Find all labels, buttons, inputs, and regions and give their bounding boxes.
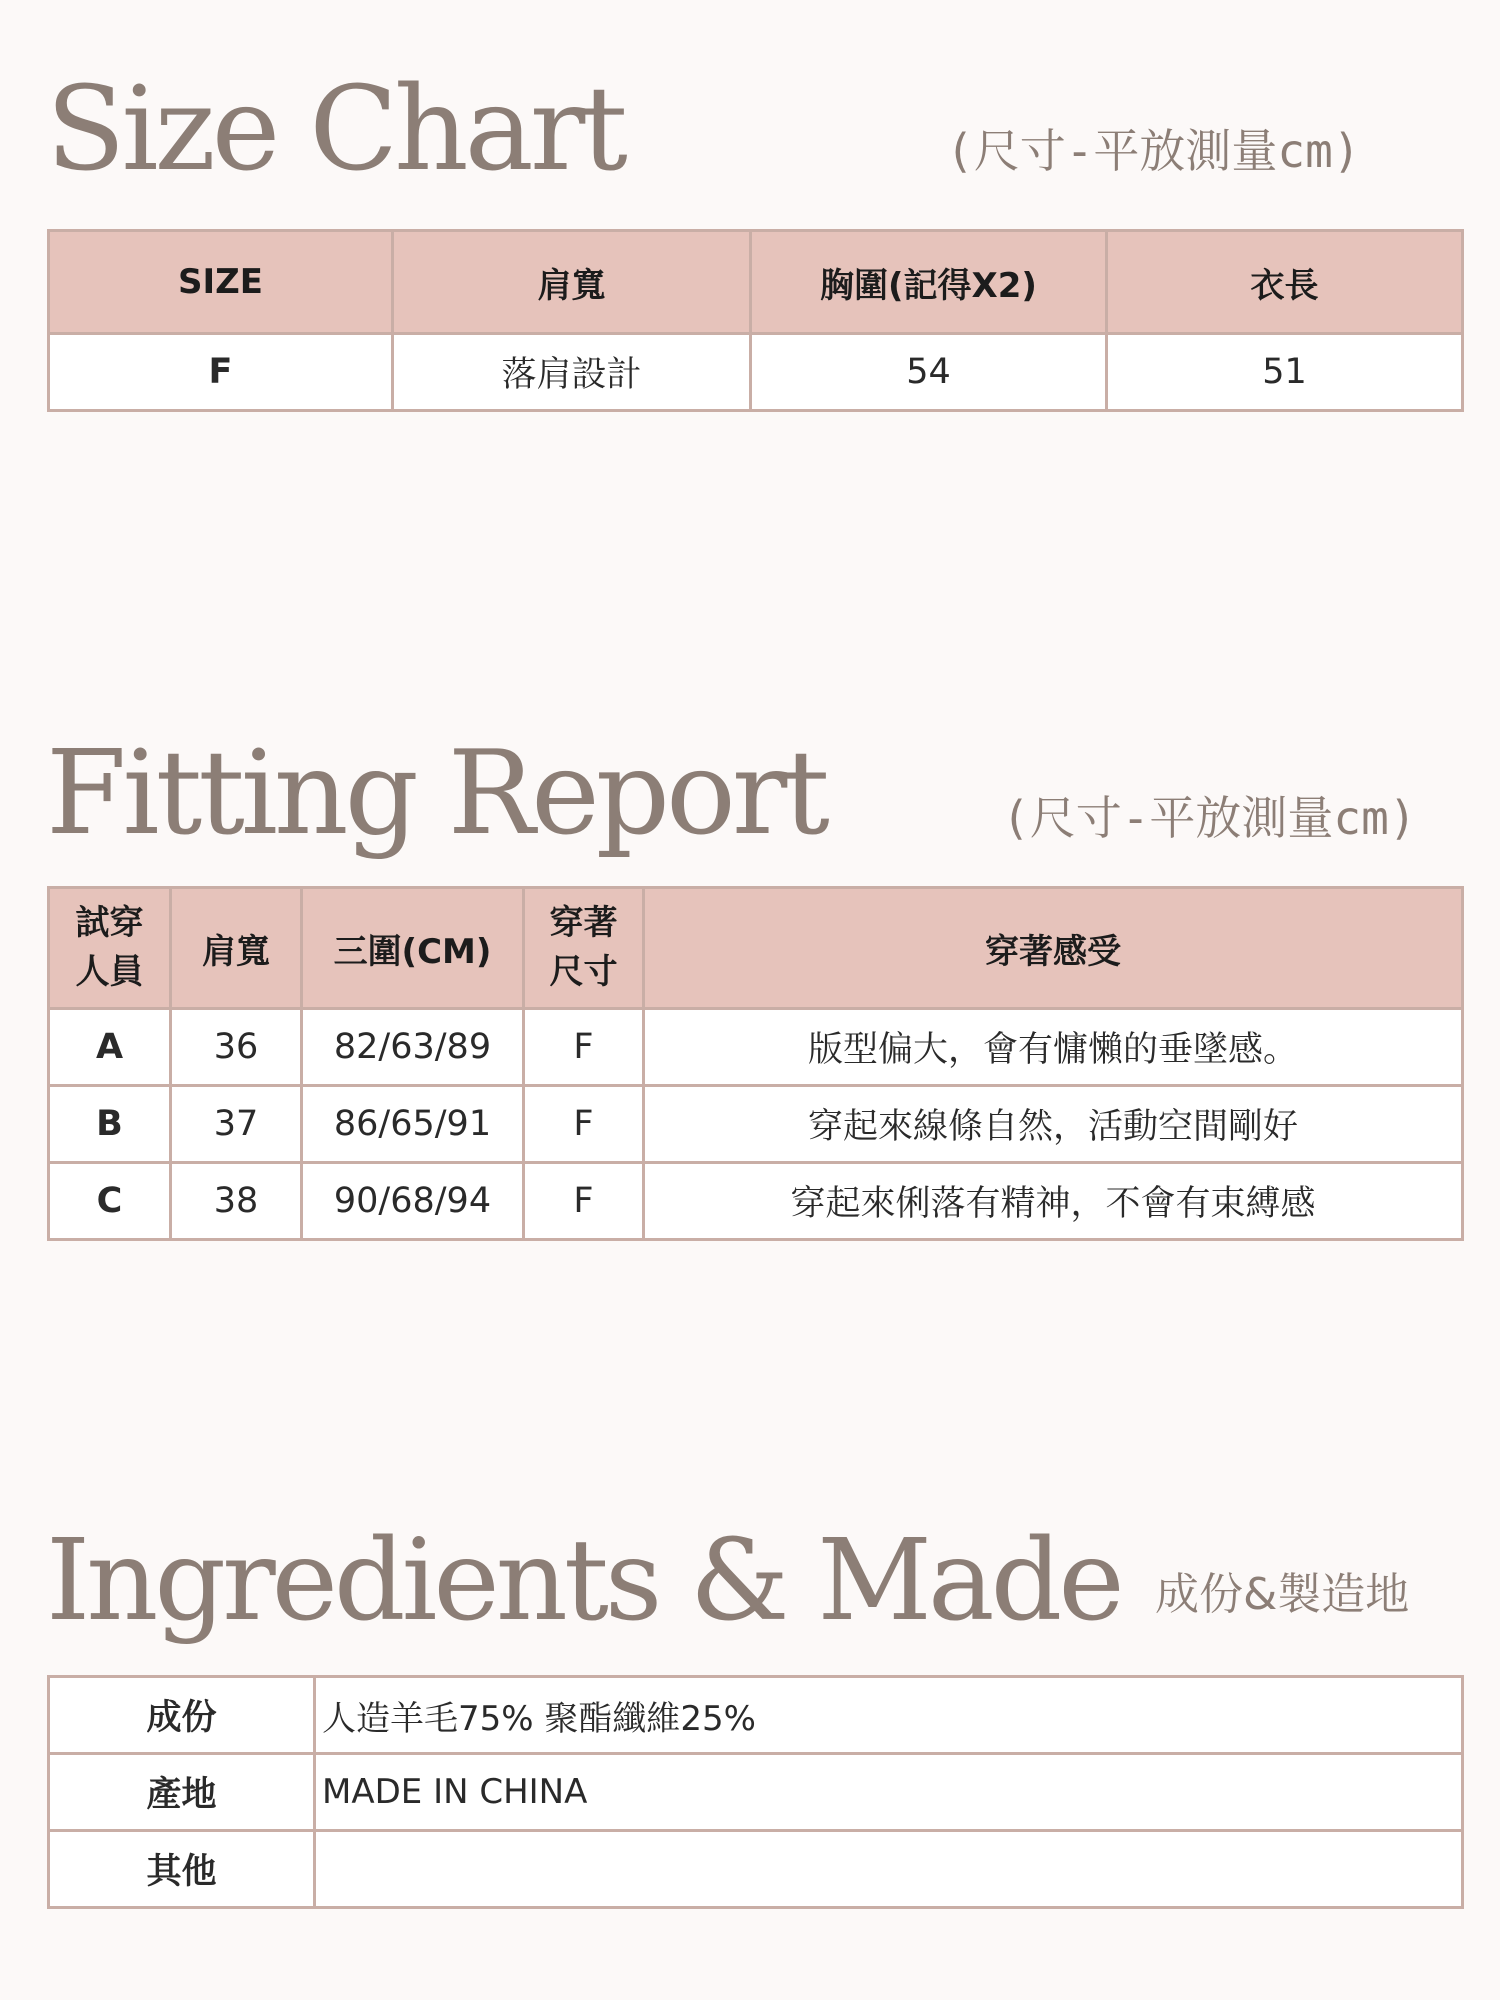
fit-header-worn-size	[524, 888, 644, 1009]
ingredients-value-material: 人造羊毛75% 聚酯纖維25%	[315, 1677, 1463, 1754]
fit-cell-worn-size: F	[524, 1009, 644, 1086]
fit-cell-measurements: 82/63/89	[302, 1009, 524, 1086]
ingredients-label-other: 其他	[49, 1831, 315, 1908]
table-row	[49, 1754, 1463, 1831]
ingredients-label-material: 成份	[49, 1677, 315, 1754]
fitting-report-table	[47, 886, 1464, 1241]
size-cell-chest: 54	[751, 334, 1107, 411]
size-header-chest: 胸圍(記得X2)	[751, 231, 1107, 334]
size-cell-shoulder: 落肩設計	[393, 334, 751, 411]
size-chart-title: Size Chart	[46, 62, 624, 197]
fit-table-header-row	[49, 888, 1463, 1009]
ingredients-label-origin: 產地	[49, 1754, 315, 1831]
size-header-length: 衣長	[1107, 231, 1463, 334]
ingredients-value-other	[315, 1831, 1463, 1908]
fit-cell-feeling: 穿起來俐落有精神，不會有束縛感	[644, 1163, 1463, 1240]
fit-cell-shoulder: 38	[171, 1163, 302, 1240]
table-row	[49, 1163, 1463, 1240]
table-row	[49, 1677, 1463, 1754]
ingredients-note: 成份&製造地	[1155, 1569, 1410, 1620]
ingredients-title: Ingredients & Made	[46, 1516, 1121, 1646]
ingredients-table	[47, 1675, 1464, 1909]
fit-cell-feeling: 版型偏大，會有慵懶的垂墜感。	[644, 1009, 1463, 1086]
size-chart-table	[47, 229, 1464, 412]
fit-cell-worn-size: F	[524, 1086, 644, 1163]
fit-cell-tester: B	[49, 1086, 171, 1163]
fit-header-worn-size-line2: 尺寸	[549, 952, 618, 992]
size-cell-length: 51	[1107, 334, 1463, 411]
fit-cell-worn-size: F	[524, 1163, 644, 1240]
size-cell-size: F	[49, 334, 393, 411]
size-header-shoulder: 肩寬	[393, 231, 751, 334]
fit-cell-tester: C	[49, 1163, 171, 1240]
fit-header-tester-line2: 人員	[75, 952, 144, 992]
fit-header-measurements: 三圍(CM)	[302, 888, 524, 1009]
fit-header-tester-line1: 試穿	[75, 902, 144, 943]
fit-header-worn-size-line1: 穿著	[549, 902, 618, 943]
fit-header-shoulder: 肩寬	[171, 888, 302, 1009]
size-table-header-row	[49, 231, 1463, 334]
table-row	[49, 1009, 1463, 1086]
ingredients-value-origin: MADE IN CHINA	[315, 1754, 1463, 1831]
size-chart-note: (尺寸-平放測量cm)	[946, 124, 1361, 178]
table-row	[49, 1086, 1463, 1163]
fit-cell-tester: A	[49, 1009, 171, 1086]
table-row	[49, 1831, 1463, 1908]
fitting-report-title: Fitting Report	[46, 726, 826, 861]
fitting-report-note: (尺寸-平放測量cm)	[1002, 791, 1417, 845]
fit-cell-shoulder: 36	[171, 1009, 302, 1086]
fit-header-feeling: 穿著感受	[644, 888, 1463, 1009]
fit-cell-feeling: 穿起來線條自然，活動空間剛好	[644, 1086, 1463, 1163]
fit-cell-shoulder: 37	[171, 1086, 302, 1163]
fit-cell-measurements: 86/65/91	[302, 1086, 524, 1163]
table-row	[49, 334, 1463, 411]
fit-header-tester	[49, 888, 171, 1009]
fit-cell-measurements: 90/68/94	[302, 1163, 524, 1240]
size-header-size: SIZE	[49, 231, 393, 334]
